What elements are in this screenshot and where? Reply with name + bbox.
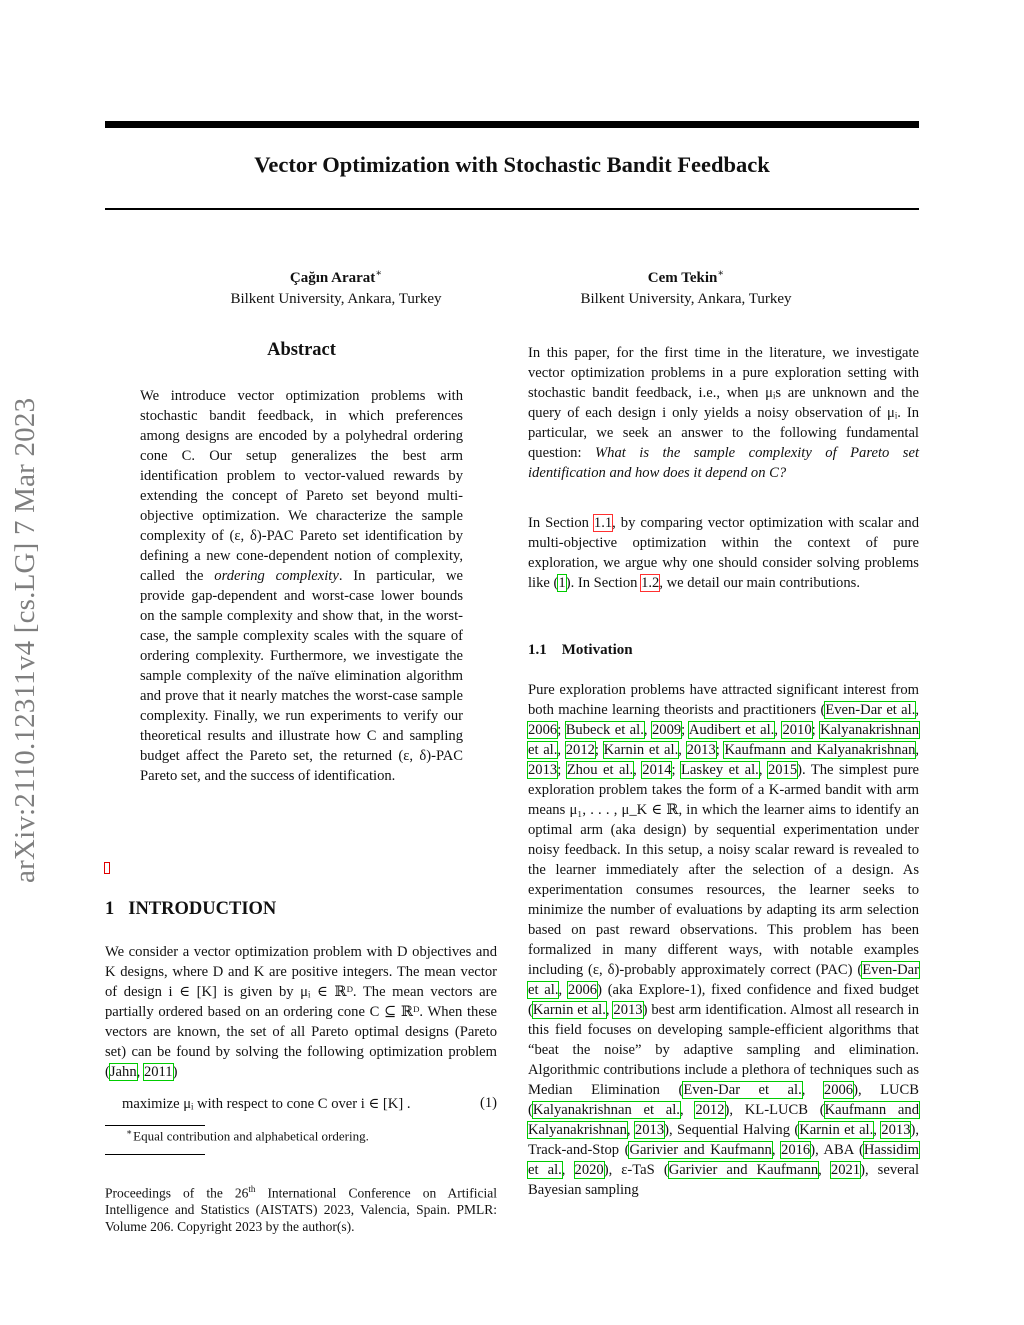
top-rule [105,121,919,128]
citation-link[interactable]: Garivier and Kaufmann [629,1142,772,1158]
citation-link[interactable]: 2015 [767,762,798,778]
citation-link[interactable]: 2006 [528,722,558,738]
author-block-2 [536,263,836,310]
author-affiliation: Bilkent University, Ankara, Turkey [580,291,792,307]
citation-link[interactable]: 2013 [881,1122,911,1138]
author-block-1 [186,263,486,310]
citation-link[interactable]: Karnin et al. [799,1122,874,1138]
citation-link[interactable]: 2013 [686,742,716,758]
citation-link[interactable]: Bubeck et al. [565,722,644,738]
citation-link[interactable]: Laskey et al. [681,762,759,778]
author-footnote-mark: ∗ [375,268,383,279]
citation-link[interactable]: Kaufmann and Kalyanakrishnan [724,742,916,758]
author-name: Çağın Ararat [289,270,376,286]
citation-link[interactable]: Jahn [109,1064,137,1080]
section-link[interactable]: 1.1 [593,515,613,531]
introduction-paragraph: We consider a vector optimization problem with D objectives and K designs, where D and K are positive integers. The mean vector of design i ∈ [K] is given by μᵢ ∈ ℝᴰ. The mean vectors are partially ordered based on an ordering cone C ⊆ ℝᴰ. When these vectors are known, the set of all Pareto optimal designs (Pareto set) can be found by solving the following optimization problem (Jahn, 2011) [105,944,497,1080]
citation-link[interactable]: Even-Dar et al. [683,1082,802,1098]
equation-1 [122,1095,497,1113]
equation-link[interactable]: 1 [558,575,566,591]
paper-title: Vector Optimization with Stochastic Bandit Feedback [254,152,770,177]
abstract-text: We introduce vector optimization problems with stochastic bandit feedback, in which preferences among designs are encoded by a polyhedral ordering cone C. Our setup generalizes the best arm identification problem to vector-valued rewards by extending the concept of Pareto set beyond multi-objective optimization. We characterize the sample complexity of (ε, δ)-PAC Pareto set identification by defining a new cone-dependent notion of complexity, called the ordering complexity. In particular, we provide gap-dependent and worst-case lower bounds on the sample complexity and show that, in the worst-case, the sample complexity scales with the square of ordering complexity. Furthermore, we investigate the sample complexity of the naïve elimination algorithm and prove that it nearly matches the worst-case sample complexity. Finally, we run experiments to verify our theoretical results and illustrate how C and sampling budget affect the Pareto set, the returned (ε, δ)-PAC Pareto set, and the success of identification. [140,388,463,784]
citation-link[interactable]: 2016 [781,1142,811,1158]
citation-link[interactable]: 2013 [634,1122,665,1138]
subsection-title: Motivation [561,642,633,658]
citation-link[interactable]: 2012 [565,742,595,758]
paragraph-question: In this paper, for the first time in the literature, we investigate vector optimization problems in a pure exploration setting with stochastic bandit feedback, i.e., when μᵢs are unknown and the query of each design i only yields a noisy observation of μᵢ. In particular, we seek an answer to the following fundamental question: What is the sample complexity of Pareto set identification and how does it depend on C? [528,345,919,481]
citation-link[interactable]: Audibert et al. [688,722,775,738]
equation-number: (1) [479,1095,497,1111]
section-number: 1 [105,899,115,919]
proceedings-note: Proceedings of the 26th International Conference on Artificial Intelligence and Statistics (AISTATS) 2023, Valencia, Spain. PMLR: Volume 206. Copyright 2023 by the author(s). [105,1184,497,1234]
section-link[interactable]: 1.2 [641,575,660,591]
paragraph-overview: In Section 1.1, by comparing vector optimization with scalar and multi-objective optimization within the context of pure exploration, we argue why one should consider solving problems like (1). In Section 1.2, we detail our main contributions. [528,515,919,591]
citation-link[interactable]: 2014 [642,762,672,778]
research-question: What is the sample complexity of Pareto set identification and how does it depend on C? [528,445,919,481]
emphasis: ordering complexity [214,568,339,584]
citation-link[interactable]: 2020 [574,1162,604,1178]
section-heading-introduction [105,899,276,920]
footnote: ∗Equal contribution and alphabetical ordering. [126,1127,369,1144]
author-footnote-mark: ∗ [717,268,725,279]
citation-link[interactable]: Even-Dar et al. [825,702,916,718]
subsection-heading-motivation [528,642,633,659]
abstract-heading: Abstract [267,340,336,360]
citation-link[interactable]: Kalyanakrishnan et al. [532,1102,680,1118]
proceedings-rule [105,1154,205,1155]
citation-link[interactable]: Karnin et al. [532,1002,606,1018]
author-name: Cem Tekin [647,270,718,286]
citation-link[interactable]: 2013 [613,1002,643,1018]
citation-link[interactable]: Even-Dar et al. [528,962,919,998]
citation-link[interactable]: 2009 [651,722,682,738]
title-rule [105,208,919,210]
paragraph-motivation: Pure exploration problems have attracted significant interest from both machine learning theorists and practitioners (Even-Dar et al., 2006; Bubeck et al., 2009; Audibert et al., 2010; Kalyanakrishnan et al., 2012; Karnin et al., 2013; Kaufmann and Kalyanakrishnan, 2013; Zhou et al., 2014; Laskey et al., 2015). The simplest pure exploration problem takes the form of a K-armed bandit with arm means μ₁, . . . , μ_K ∈ ℝ, in which the learner aims to identify an optimal arm (aka design) by sequential experimentation under noisy feedback. In this setup, a noisy scalar reward is revealed to the learner immediately after the selection of a design. As experimentation consumes resources, the learner seeks to minimize the number of evaluations by adapting its arm selection based on past reward observations. This problem has been formalized in many different ways, with notable examples including (ε, δ)-probably approximately correct (PAC) (Even-Dar et al., 2006) (aka Explore-1), fixed confidence and fixed budget (Karnin et al., 2013) best arm identification. Almost all research in this field focuses on developing sample-efficient algorithms that “beat the noise” by adaptive sampling and elimination. Algorithmic contributions include a plethora of techniques such as Median Elimination (Even-Dar et al., 2006), LUCB (Kalyanakrishnan et al., 2012), KL-LUCB (Kaufmann and Kalyanakrishnan, 2013), Sequential Halving (Karnin et al., 2013), Track-and-Stop (Garivier and Kaufmann, 2016), ABA (Hassidim et al., 2020), ε-TaS (Garivier and Kaufmann, 2021), several Bayesian sampling [528,682,920,1198]
arxiv-stamp: arXiv:2110.12311v4 [cs.LG] 7 Mar 2023 [9,397,41,883]
citation-link[interactable]: 2012 [695,1102,725,1118]
citation-link[interactable]: Kaufmann and Kalyanakrishnan [528,1102,919,1138]
citation-link[interactable]: Garivier and Kaufmann [668,1162,819,1178]
citation-link[interactable]: 2013 [528,762,558,778]
citation-link[interactable]: 2006 [567,982,598,998]
citation-link[interactable]: Karnin et al. [603,742,679,758]
citation-link[interactable]: 2010 [782,722,812,738]
citation-link[interactable]: Hassidim et al. [528,1142,920,1178]
footnote-rule [105,1125,205,1126]
hyperlink-marker [104,862,110,874]
citation-link[interactable]: 2021 [830,1162,861,1178]
subsection-number: 1.1 [528,642,547,658]
citation-link[interactable]: Zhou et al. [566,762,634,778]
author-affiliation: Bilkent University, Ankara, Turkey [230,291,442,307]
citation-link[interactable]: 2006 [823,1082,854,1098]
citation-link[interactable]: 2011 [143,1064,173,1080]
section-title: INTRODUCTION [128,899,277,919]
citation-link[interactable]: Kalyanakrishnan et al. [528,722,920,758]
equation-body: maximize μᵢ with respect to cone C over i ∈ [K] . [122,1096,411,1112]
